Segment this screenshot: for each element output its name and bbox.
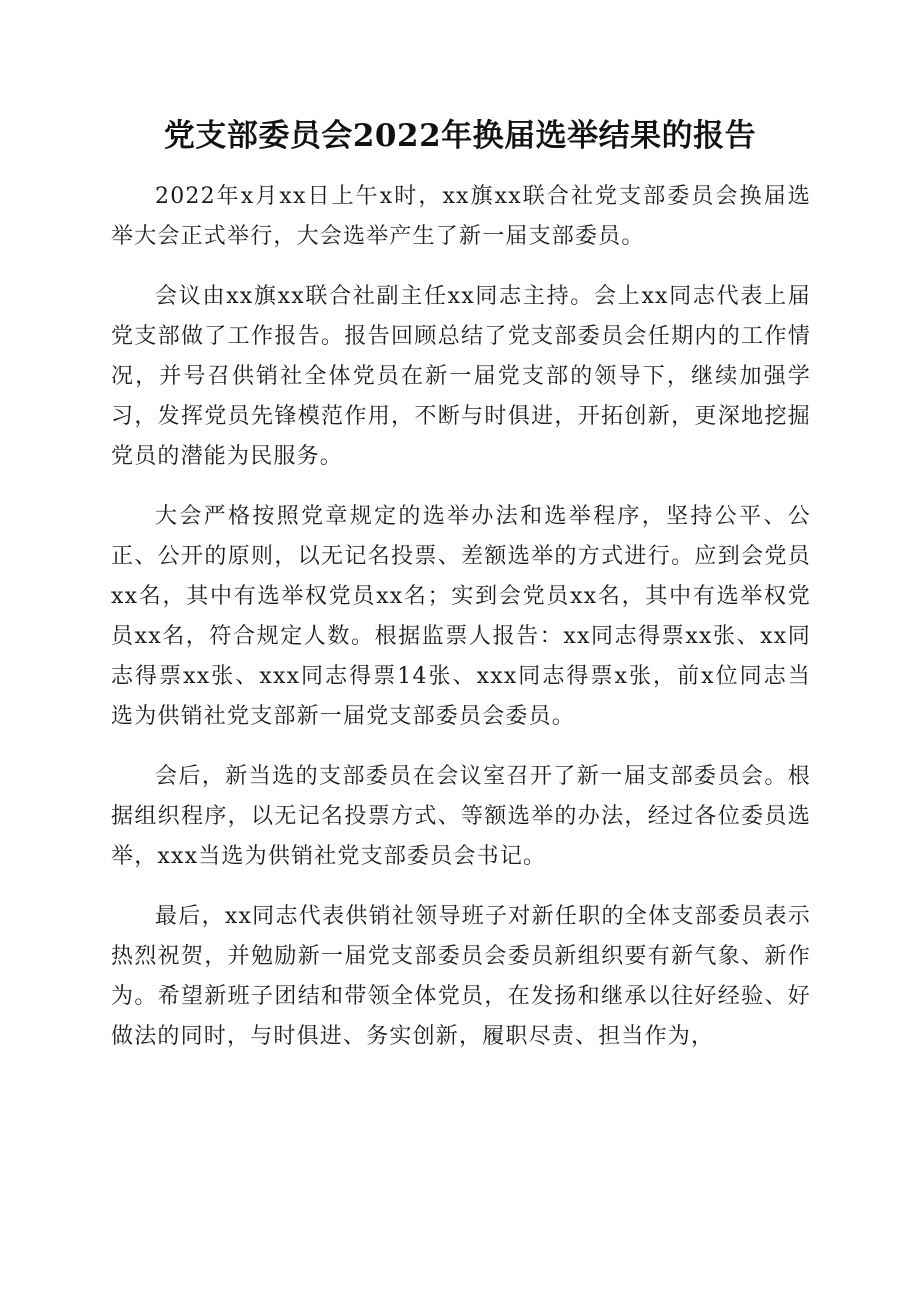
paragraph-secretary-election: 会后，新当选的支部委员在会议室召开了新一届支部委员会。根据组织程序，以无记名投票方式、等额选举的办法，经过各位委员选举，xxx当选为供销社党支部委员会书记。 bbox=[111, 764, 811, 869]
document-body bbox=[111, 177, 811, 1057]
paragraph-election-procedure: 大会严格按照党章规定的选举办法和选举程序，坚持公平、公正、公开的原则，以无记名投票、差额选举的方式进行。应到会党员xx名，其中有选举权党员xx名；实到会党员xx名，其中有选举权党员xx名，符合规定人数。根据监票人报告：xx同志得票xx张、xx同志得票xx张、xxx同志得票14张、xxx同志得票x张，前x位同志当选为供销社党支部新一届党支部委员会委员。 bbox=[111, 504, 811, 729]
paragraph-meeting-host: 会议由xx旗xx联合社副主任xx同志主持。会上xx同志代表上届党支部做了工作报告。报告回顾总结了党支部委员会任期内的工作情况，并号召供销社全体党员在新一届党支部的领导下，继续加强学习，发挥党员先锋模范作用，不断与时俱进，开拓创新，更深地挖掘党员的潜能为民服务。 bbox=[111, 284, 811, 469]
document-title: 党支部委员会2022年换届选举结果的报告 bbox=[163, 118, 757, 154]
paragraph-closing: 最后，xx同志代表供销社领导班子对新任职的全体支部委员表示热烈祝贺，并勉励新一届党支部委员会委员新组织要有新气象、新作为。希望新班子团结和带领全体党员，在发扬和继承以往好经验、好做法的同时，与时俱进、务实创新，履职尽责、担当作为， bbox=[111, 904, 811, 1049]
paragraph-opening: 2022年x月xx日上午x时，xx旗xx联合社党支部委员会换届选举大会正式举行，大会选举产生了新一届支部委员。 bbox=[111, 184, 811, 249]
